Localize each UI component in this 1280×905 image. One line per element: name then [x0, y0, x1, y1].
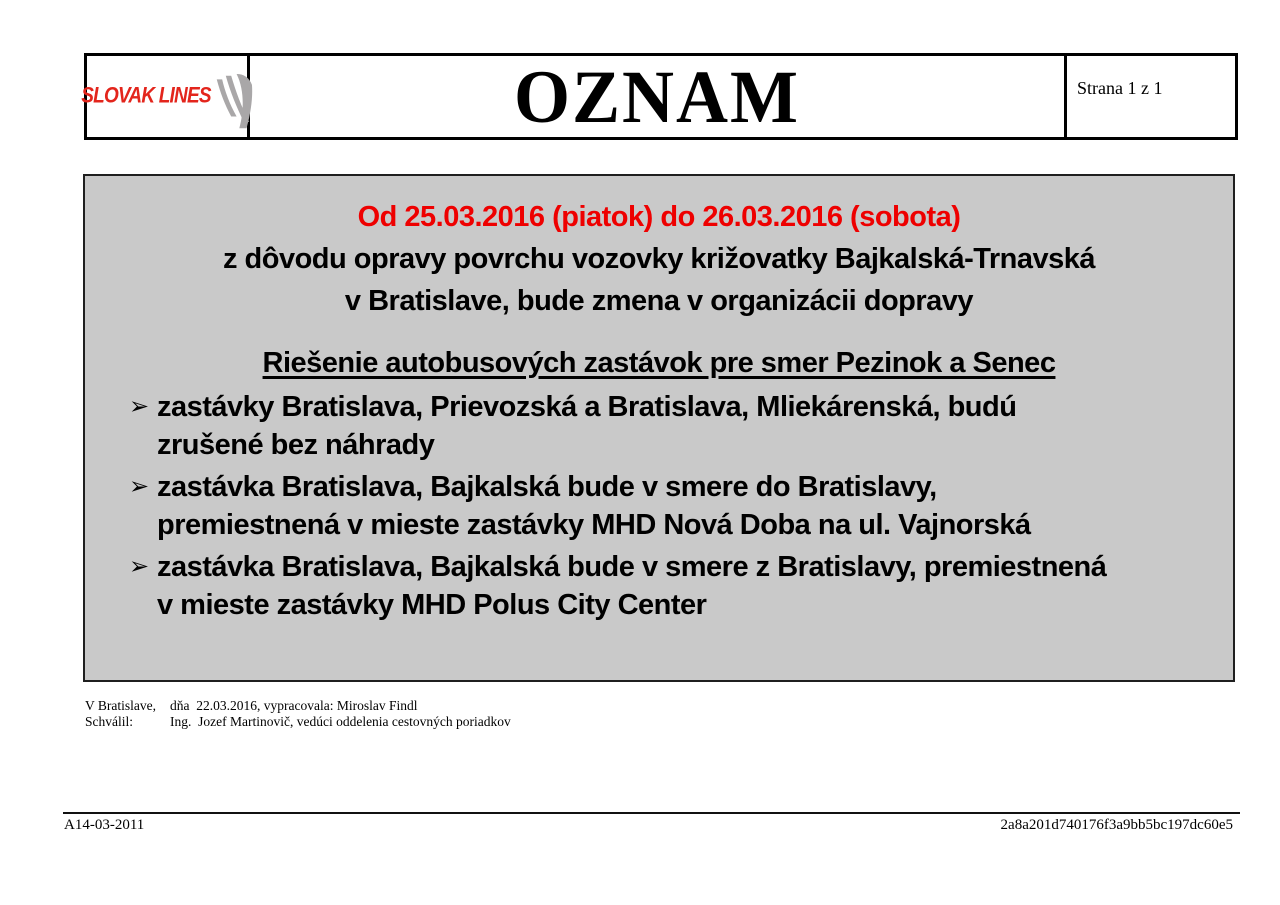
notice-box [83, 174, 1235, 682]
bullet-item [85, 468, 1233, 544]
arrow-bullet-icon: ➢ [129, 473, 149, 500]
bullet-item [85, 388, 1233, 464]
slovak-lines-logo: SLOVAK LINES [81, 83, 211, 108]
signature-value: dňa 22.03.2016, vypracovala: Miroslav Findl [170, 698, 418, 713]
signature-row [85, 714, 511, 730]
signature-label: Schválil: [85, 714, 133, 729]
document-header [81, 53, 1238, 140]
bullet-line: zastávka Bratislava, Bajkalská bude v smere do Bratislavy, [157, 471, 937, 503]
page-number: Strana 1 z 1 [1077, 78, 1163, 98]
signature-row [85, 698, 511, 714]
notice-intro-line: v Bratislave, bude zmena v organizácii dopravy [344, 285, 974, 317]
footer-doc-code: A14-03-2011 [64, 817, 145, 833]
signature-block [85, 698, 511, 730]
notice-date-line: Od 25.03.2016 (piatok) do 26.03.2016 (sobota) [357, 201, 961, 233]
bullet-line: zastávka Bratislava, Bajkalská bude v smere z Bratislavy, premiestnená [157, 551, 1107, 583]
logo-swoosh-icon [213, 74, 253, 130]
signature-label: V Bratislave, [85, 698, 156, 713]
bullet-line: v mieste zastávky MHD Polus City Center [157, 589, 707, 621]
notice-intro-line: z dôvodu opravy povrchu vozovky križovatky Bajkalská-Trnavská [222, 243, 1096, 275]
footer-hash: 2a8a201d740176f3a9bb5bc197dc60e5 [1000, 817, 1233, 833]
bullet-line: zastávky Bratislava, Prievozská a Bratislava, Mliekárenská, budú [157, 391, 1017, 423]
arrow-bullet-icon: ➢ [129, 553, 149, 580]
page-title: OZNAM [514, 54, 800, 139]
bullet-line: premiestnená v mieste zastávky MHD Nová Doba na ul. Vajnorská [157, 509, 1031, 541]
section-heading: Riešenie autobusových zastávok pre smer Pezinok a Senec [262, 347, 1056, 379]
bullet-line: zrušené bez náhrady [157, 429, 435, 461]
bullet-item [85, 548, 1233, 624]
signature-value: Ing. Jozef Martinovič, vedúci oddelenia cestovných poriadkov [170, 714, 511, 729]
arrow-bullet-icon: ➢ [129, 393, 149, 420]
page-number-cell [1067, 56, 1235, 137]
footer-divider [63, 812, 1240, 814]
logo-cell [81, 56, 250, 137]
title-cell [250, 56, 1067, 137]
